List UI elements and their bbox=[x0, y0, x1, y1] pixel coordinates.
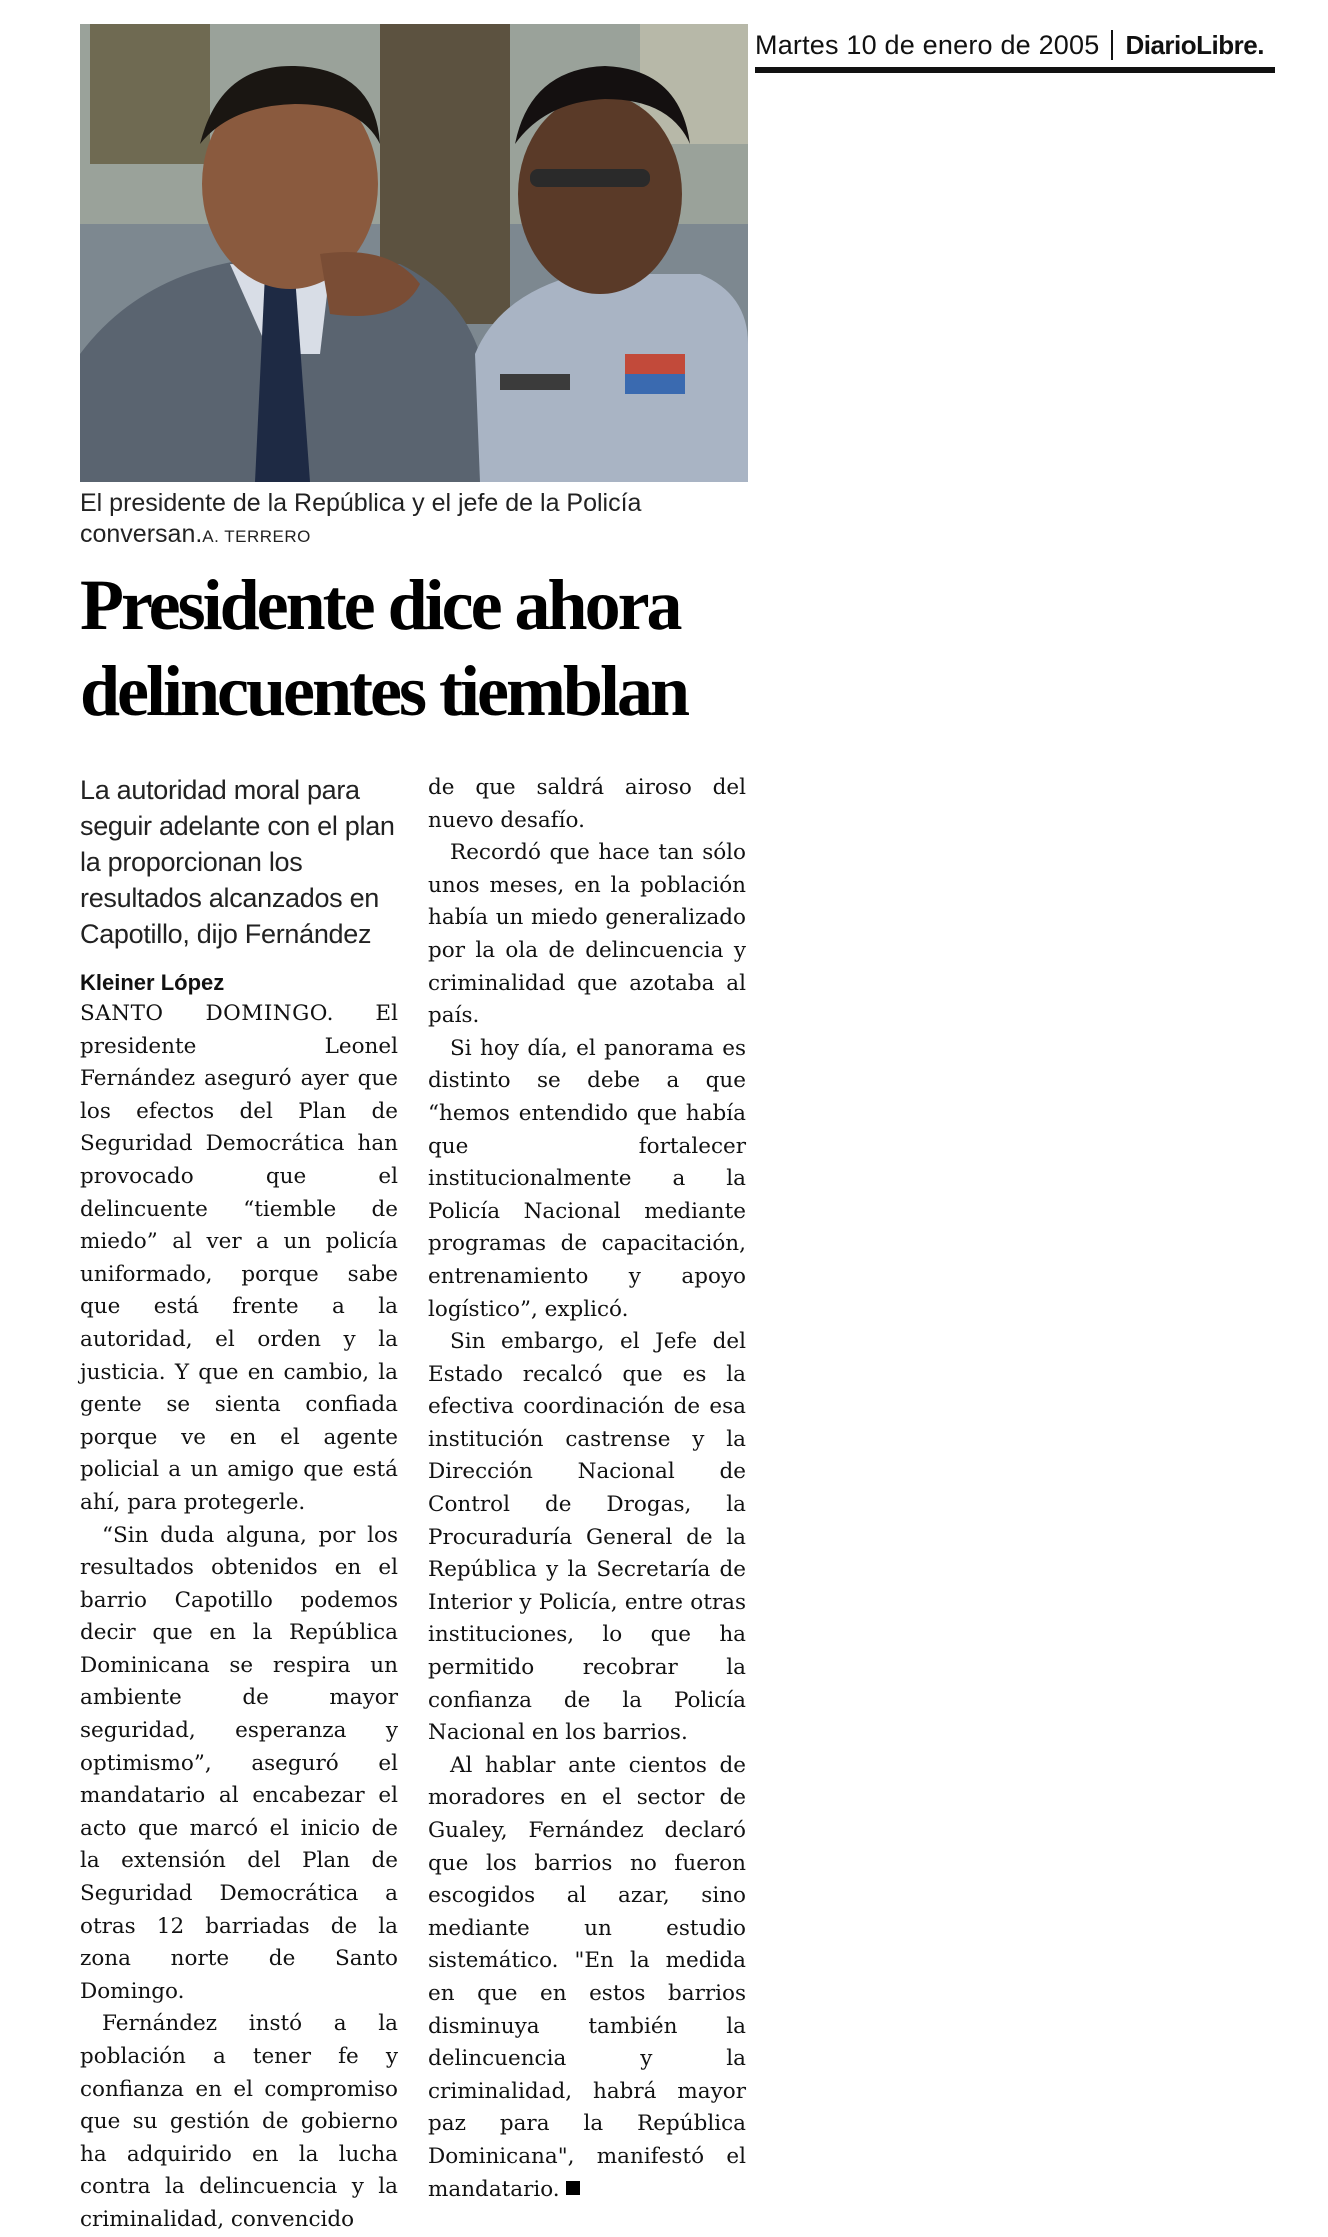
paragraph bbox=[80, 998, 398, 1520]
paragraph-text: El presidente Leonel Fernández aseguró ayer que los efectos del Plan de Seguridad Democrática han provocado que el delincuente “tiemble de miedo” al ver a un policía uniformado, porque sabe que está frente a la autoridad, el orden y la justicia. Y que en cambio, la gente se sienta confiada porque ve en el agente policial a un amigo que está ahí, para protegerle. bbox=[80, 1001, 398, 1515]
paragraph-text: Al hablar ante cientos de moradores en el sector de Gualey, Fernández declaró que los barrios no fueron escogidos al azar, sino mediante un estudio sistemático. "En la medida en que en estos barrios disminuya también la delincuencia y la criminalidad, habrá mayor paz para la República Dominicana", manifestó el mandatario. bbox=[428, 1752, 746, 2202]
paragraph bbox=[428, 1750, 746, 2206]
article-column-right bbox=[428, 772, 746, 2206]
newspaper-logo: DiarioLibre. bbox=[1125, 30, 1264, 60]
paragraph: Si hoy día, el panorama es distinto se debe a que “hemos entendido que había que fortalecer institucionalmente a la Policía Nacional mediante programas de capacitación, entrenamiento y apoyo logístico”, explicó. bbox=[428, 1035, 746, 1322]
masthead bbox=[755, 30, 1275, 73]
paragraph: Fernández instó a la población a tener fe y confianza en el compromiso que su gestión de gobierno ha adquirido en la lucha contra la delincuencia y la criminalidad, convencido bbox=[80, 2011, 398, 2232]
end-of-article-mark bbox=[566, 2181, 580, 2195]
news-photo bbox=[80, 24, 748, 482]
paragraph: “Sin duda alguna, por los resultados obtenidos en el barrio Capotillo podemos decir que en la República Dominicana se respira un ambiente de mayor seguridad, esperanza y optimismo”, aseguró el mandatario al encabezar el acto que marcó el inicio de la extensión del Plan de Seguridad Democrática a otras 12 barriadas de la zona norte de Santo Domingo. bbox=[80, 1522, 398, 2004]
article-deck: La autoridad moral para seguir adelante con el plan la proporcionan los resultados alcanzados en Capotillo, dijo Fernández bbox=[80, 775, 395, 949]
paragraph: Recordó que hace tan sólo unos meses, en la población había un miedo generalizado por la ola de delincuencia y criminalidad que azotaba al país. bbox=[428, 840, 746, 1029]
article-headline: Presidente dice ahora delincuentes tiemblan bbox=[80, 565, 688, 731]
article-column-left bbox=[80, 772, 398, 2237]
photo-credit: A. TERRERO bbox=[202, 527, 311, 546]
photo-illustration bbox=[80, 24, 748, 482]
masthead-divider bbox=[1111, 30, 1113, 60]
publication-date: Martes 10 de enero de 2005 bbox=[755, 30, 1100, 60]
caption-text: El presidente de la República y el jefe de la Policía conversan. bbox=[80, 489, 642, 548]
paragraph: de que saldrá airoso del nuevo desafío. bbox=[428, 775, 746, 833]
photo-caption bbox=[80, 488, 752, 552]
byline: Kleiner López bbox=[80, 970, 225, 995]
dateline: SANTO DOMINGO. bbox=[80, 1001, 334, 1026]
paragraph: Sin embargo, el Jefe del Estado recalcó que es la efectiva coordinación de esa institución castrense y la Dirección Nacional de Control de Drogas, la Procuraduría General de la República y la Secretaría de Interior y Policía, entre otras instituciones, lo que ha permitido recobrar la confianza de la Policía Nacional en los barrios. bbox=[428, 1329, 746, 1746]
